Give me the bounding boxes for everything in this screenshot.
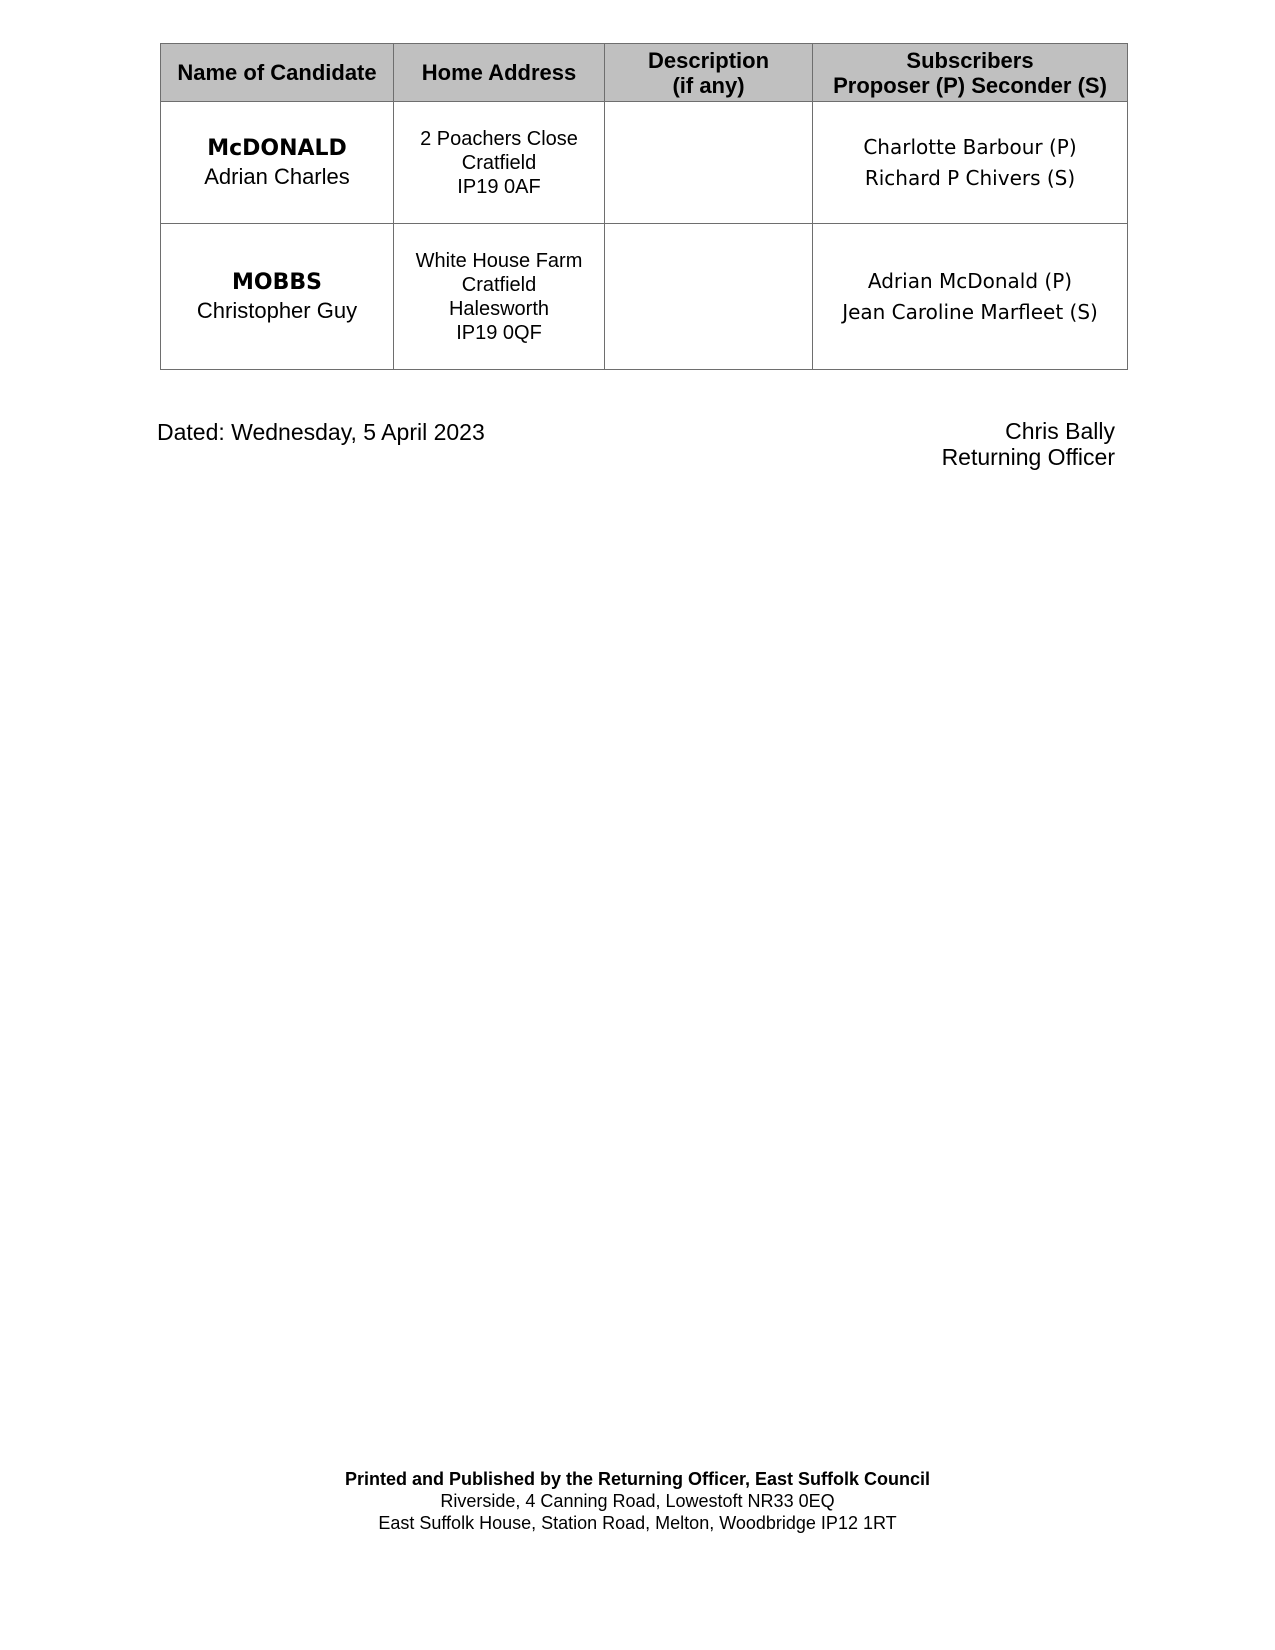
subscriber-proposer: Adrian McDonald (P) — [867, 268, 1073, 293]
address-line: IP19 0AF — [457, 175, 541, 198]
candidates-table — [160, 43, 1128, 370]
description-cell — [605, 224, 813, 370]
candidate-forenames: Adrian Charles — [204, 163, 350, 189]
header-subscribers-line-1: Subscribers — [906, 47, 1034, 73]
signatory-title: Returning Officer — [941, 444, 1115, 470]
home-address-cell — [394, 224, 605, 370]
dated-line: Dated: Wednesday, 5 April 2023 — [157, 419, 485, 445]
address-line: Halesworth — [448, 297, 550, 320]
description-cell — [605, 102, 813, 224]
address-line: Cratfield — [461, 151, 537, 174]
header-subscribers-line-2: Proposer (P) Seconder (S) — [833, 72, 1107, 98]
signatory-name: Chris Bally — [1005, 418, 1115, 444]
imprint-address-1: Riverside, 4 Canning Road, Lowestoft NR33 0EQ — [440, 1491, 835, 1511]
candidate-name-cell — [161, 224, 394, 370]
table-row — [161, 102, 1128, 224]
header-name-of-candidate: Name of Candidate — [161, 44, 394, 102]
imprint-printed-by: Printed and Published by the Returning Officer, East Suffolk Council — [344, 1469, 931, 1489]
subscriber-seconder: Jean Caroline Marfleet (S) — [842, 299, 1098, 324]
candidate-surname: MOBBS — [232, 269, 322, 295]
address-line: 2 Poachers Close — [420, 127, 578, 150]
candidate-forenames: Christopher Guy — [196, 297, 358, 323]
header-description — [605, 44, 813, 102]
imprint-address-2: East Suffolk House, Station Road, Melton, Woodbridge IP12 1RT — [378, 1513, 897, 1533]
imprint-footer — [0, 1468, 1275, 1534]
subscriber-seconder: Richard P Chivers (S) — [864, 165, 1076, 190]
address-line: White House Farm — [415, 249, 583, 272]
address-line: IP19 0QF — [456, 321, 542, 344]
table-row — [161, 224, 1128, 370]
subscribers-cell — [813, 102, 1128, 224]
subscribers-cell — [813, 224, 1128, 370]
candidate-name-cell — [161, 102, 394, 224]
header-home-address: Home Address — [394, 44, 605, 102]
home-address-cell — [394, 102, 605, 224]
table-header-row — [161, 44, 1128, 102]
address-line: Cratfield — [461, 273, 537, 296]
signature-block — [942, 418, 1115, 470]
candidate-surname: McDONALD — [207, 135, 347, 161]
header-description-line-2: (if any) — [672, 72, 745, 98]
header-description-line-1: Description — [647, 47, 770, 73]
header-subscribers — [813, 44, 1128, 102]
subscriber-proposer: Charlotte Barbour (P) — [863, 134, 1077, 159]
